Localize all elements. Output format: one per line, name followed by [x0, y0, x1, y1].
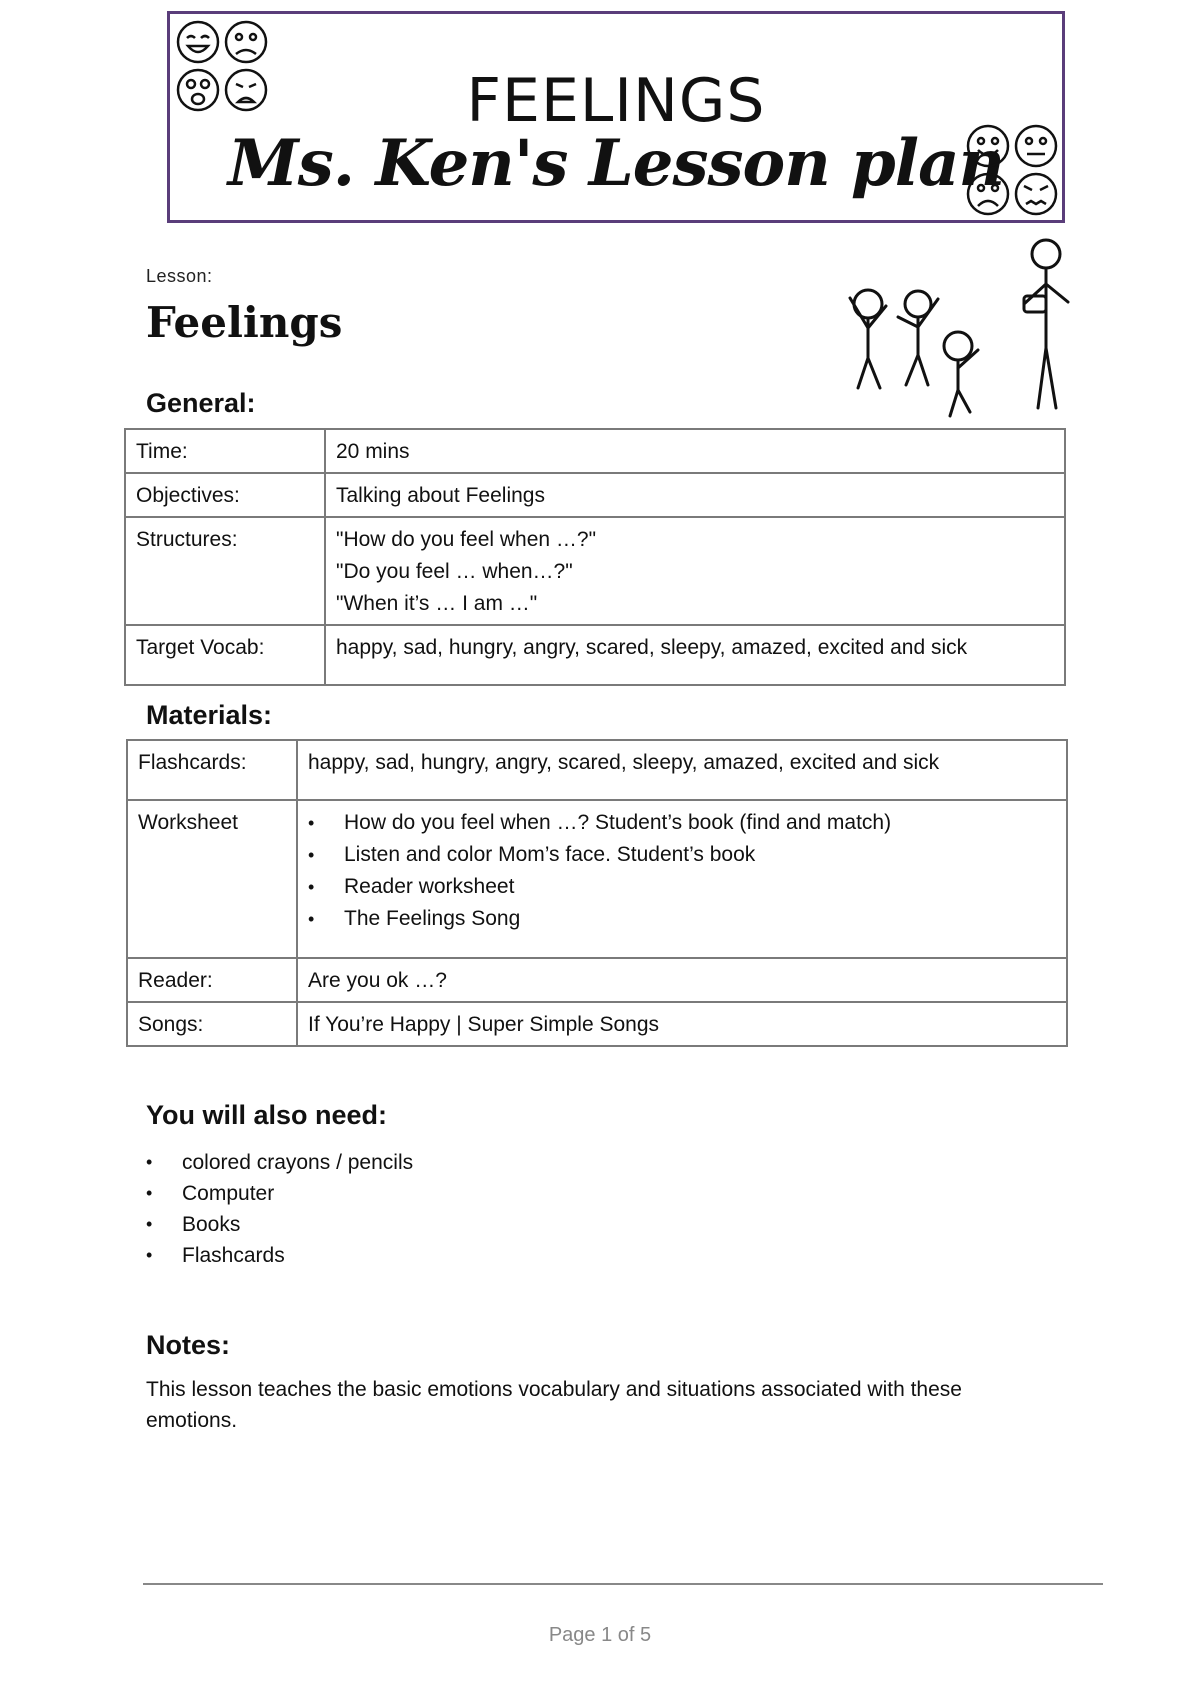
angry-face-icon — [1016, 174, 1056, 214]
reader-label: Reader: — [127, 958, 297, 1002]
general-heading: General: — [146, 388, 256, 418]
also-need-heading: You will also need: — [146, 1100, 388, 1130]
neutral-face-icon — [1016, 126, 1056, 166]
structure-line: "When it’s … I am …" — [336, 592, 538, 615]
structures-value — [325, 517, 1065, 625]
list-item: • colored crayons / pencils — [146, 1147, 413, 1178]
crying-face-icon — [226, 70, 266, 110]
kids-and-teacher-illustration — [838, 234, 1078, 424]
lesson-label: Lesson: — [146, 266, 213, 286]
structure-line: "How do you feel when …?" — [336, 528, 597, 551]
table-row — [127, 1002, 1067, 1046]
worksheet-list-cell — [297, 800, 1067, 958]
table-row — [127, 800, 1067, 958]
list-item: • Flashcards — [146, 1240, 413, 1271]
list-item: • Computer — [146, 1178, 413, 1209]
table-row — [127, 740, 1067, 800]
table-row — [125, 625, 1065, 685]
smile-face-icon — [968, 126, 1008, 166]
time-label: Time: — [125, 429, 325, 473]
notes-heading: Notes: — [146, 1330, 231, 1360]
list-item: • Books — [146, 1209, 413, 1240]
table-row — [127, 958, 1067, 1002]
header-banner — [167, 11, 1065, 223]
footer-divider — [143, 1583, 1103, 1585]
banner-title: FEELINGS — [466, 66, 766, 136]
scared-face-icon — [178, 70, 218, 110]
general-table — [124, 428, 1066, 686]
songs-value: If You’re Happy | Super Simple Songs — [297, 1002, 1067, 1046]
structures-label: Structures: — [125, 517, 325, 625]
songs-label: Songs: — [127, 1002, 297, 1046]
list-item: • How do you feel when …? Student’s book (find and match) — [308, 807, 1056, 839]
list-item: • Listen and color Mom’s face. Student’s book — [308, 839, 1056, 871]
target-vocab-label: Target Vocab: — [125, 625, 325, 685]
target-vocab-value: happy, sad, hungry, angry, scared, sleepy, amazed, excited and sick — [325, 625, 1065, 685]
happy-face-icon — [178, 22, 218, 62]
sad-face-icon — [226, 22, 266, 62]
worksheet-label: Worksheet — [127, 800, 297, 958]
table-row — [125, 517, 1065, 625]
list-item: • Reader worksheet — [308, 871, 1056, 903]
frown-face-icon — [968, 174, 1008, 214]
notes-text: This lesson teaches the basic emotions vocabulary and situations associated with these emotions. — [146, 1378, 962, 1432]
reader-value: Are you ok …? — [297, 958, 1067, 1002]
structure-line: "Do you feel … when…?" — [336, 560, 573, 583]
materials-heading: Materials: — [146, 700, 273, 730]
page-number: Page 1 of 5 — [548, 1624, 652, 1646]
objectives-value: Talking about Feelings — [325, 473, 1065, 517]
table-row — [125, 473, 1065, 517]
time-value: 20 mins — [325, 429, 1065, 473]
flashcards-value: happy, sad, hungry, angry, scared, sleepy, amazed, excited and sick — [297, 740, 1067, 800]
lesson-title: Feelings — [146, 298, 343, 347]
objectives-label: Objectives: — [125, 473, 325, 517]
also-need-list — [146, 1147, 413, 1271]
worksheet-list — [308, 807, 1056, 935]
list-item: • The Feelings Song — [308, 903, 1056, 935]
materials-table — [126, 739, 1068, 1047]
emoji-faces-left — [174, 18, 270, 114]
table-row — [125, 429, 1065, 473]
banner-subtitle: Ms. Ken's Lesson plan — [227, 126, 1005, 201]
flashcards-label: Flashcards: — [127, 740, 297, 800]
emoji-faces-right — [964, 122, 1060, 218]
